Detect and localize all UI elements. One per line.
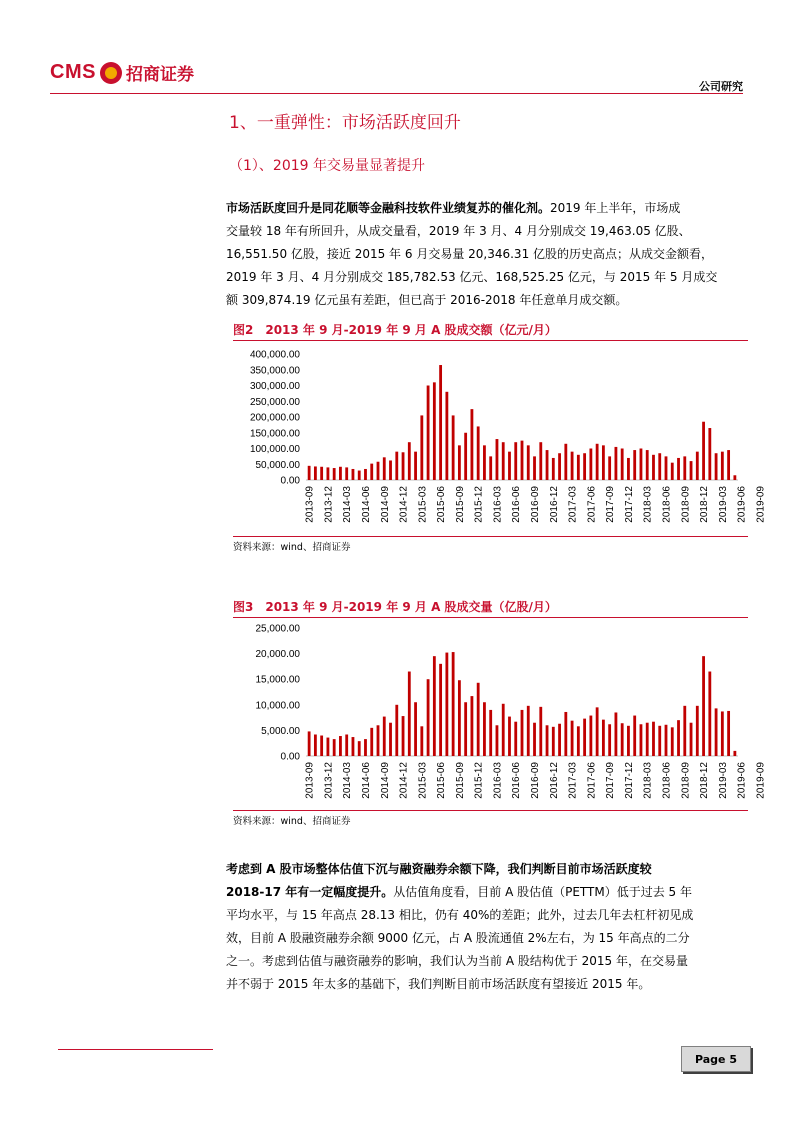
x-tick-label: 2017-09 [605,486,617,523]
x-tick-label: 2014-12 [398,762,410,799]
bar [402,716,405,756]
bar [615,712,618,756]
bar [646,723,649,756]
y-tick-label: 350,000.00 [249,365,300,377]
y-tick-label: 0.00 [280,751,300,763]
bar [521,441,524,480]
bar [383,457,386,480]
x-tick-label: 2016-03 [492,486,504,523]
bar [715,708,718,756]
bar [377,462,380,480]
bar [471,409,474,480]
bar [439,664,442,756]
bar [514,722,517,756]
bar [733,751,736,756]
y-tick-label: 150,000.00 [249,428,300,440]
x-tick-label: 2016-12 [548,762,560,799]
x-tick-label: 2015-03 [417,762,429,799]
bar [327,467,330,480]
x-tick-label: 2015-03 [417,486,429,523]
y-tick-label: 15,000.00 [255,674,300,686]
bar [658,453,661,480]
header-divider [50,93,743,94]
bar [489,456,492,480]
bar [496,725,499,756]
bar [370,464,373,480]
paragraph-line [226,858,751,881]
bar [558,724,561,756]
company-logo [50,60,194,85]
bar [389,460,392,480]
logo-text-en: CMS [50,61,96,83]
bar [489,710,492,756]
bar [458,445,461,480]
paragraph-line: 2019 年 3 月、4 月分别成交 185,782.53 亿元、168,525.25 亿元，与 2015 年 5 月成交 [226,270,718,284]
bar [420,415,423,480]
bar [333,468,336,480]
paragraph-1 [226,197,751,312]
bar [615,447,618,480]
bar [658,726,661,756]
y-tick-label: 10,000.00 [255,700,300,712]
bar [539,442,542,480]
bar [370,728,373,756]
logo-mark-icon [100,62,122,84]
bar [721,452,724,480]
x-tick-label: 2018-03 [642,486,654,523]
x-tick-label: 2015-06 [436,762,448,799]
x-tick-label: 2017-12 [623,486,635,523]
bar [552,727,555,756]
bar [733,475,736,480]
bar [652,722,655,756]
bar [671,463,674,480]
bar [727,450,730,480]
bar [596,444,599,480]
bar [339,736,342,756]
bar [395,705,398,756]
section-subtitle: （1）、2019 年交易量显著提升 [229,158,425,174]
bar [433,656,436,756]
y-tick-label: 5,000.00 [261,725,300,737]
x-tick-label: 2013-12 [323,486,335,523]
bar [358,741,361,756]
paragraph-2 [226,858,751,996]
bar [589,449,592,481]
x-tick-label: 2017-03 [567,762,579,799]
bar [690,723,693,756]
x-tick-label: 2016-12 [548,486,560,523]
x-tick-label: 2018-12 [699,486,711,523]
bar [564,712,567,756]
bar [702,656,705,756]
bar [408,672,411,756]
bar [552,458,555,480]
bar [546,725,549,756]
bar [589,716,592,756]
x-tick-label: 2013-09 [304,486,316,523]
y-tick-label: 300,000.00 [249,381,300,392]
bar [508,717,511,756]
y-tick-label: 200,000.00 [249,412,300,424]
bar [458,680,461,756]
x-tick-label: 2018-06 [661,762,673,799]
bar [627,726,630,756]
bar [677,720,680,756]
x-tick-label: 2014-09 [379,486,391,523]
figure-3-top-rule [233,617,748,618]
x-tick-label: 2019-06 [736,762,748,799]
x-tick-label: 2016-06 [511,762,523,799]
x-tick-label: 2018-03 [642,762,654,799]
bar [621,449,624,481]
bar [621,723,624,756]
bar [665,456,668,480]
bar [533,456,536,480]
paragraph-text: 2019 年上半年，市场成 [550,201,681,215]
bar [696,706,699,756]
bar [314,466,317,480]
bar [521,710,524,756]
bar [364,739,367,756]
bar [502,442,505,480]
x-tick-label: 2016-06 [511,486,523,523]
bar [439,365,442,480]
x-tick-label: 2019-03 [717,486,729,523]
bar [364,469,367,480]
x-tick-label: 2017-09 [605,762,617,799]
x-tick-label: 2015-12 [473,486,485,523]
bar [496,439,499,480]
figure-3-source: 资料来源：wind、招商证券 [233,816,351,827]
bar [339,467,342,480]
bar [427,386,430,481]
x-tick-label: 2013-12 [323,762,335,799]
bar [608,724,611,756]
x-tick-label: 2015-09 [454,486,466,523]
bar [327,738,330,756]
doc-type-label: 公司研究 [699,80,743,93]
bar [677,458,680,480]
bar [477,683,480,756]
paragraph-line: 并不弱于 2015 年太多的基础下，我们判断目前市场活跃度有望接近 2015 年。 [226,977,651,991]
bar [414,452,417,480]
bar [345,734,348,756]
bar [483,445,486,480]
page-number: Page 5 [681,1046,751,1072]
bar [320,467,323,480]
figure-3-title: 图3 2013 年 9 月-2019 年 9 月 A 股成交量（亿股/月） [233,600,557,614]
bar [539,707,542,756]
x-tick-label: 2016-09 [530,486,542,523]
paragraph-line: 之一。考虑到估值与融资融券的影响，我们认为当前 A 股结构优于 2015 年，在交易量 [226,954,689,968]
bar [308,731,311,756]
x-tick-label: 2018-12 [699,762,711,799]
bar [652,455,655,480]
bar [627,458,630,480]
bar [452,415,455,480]
y-tick-label: 100,000.00 [249,444,300,455]
bar [721,711,724,756]
y-tick-label: 50,000.00 [255,459,300,471]
figure-2-chart [233,342,767,535]
x-tick-label: 2016-03 [492,762,504,799]
paragraph-line [226,197,751,220]
y-tick-label: 250,000.00 [249,396,300,408]
bar [314,734,317,756]
y-tick-label: 25,000.00 [255,623,300,635]
bar [514,442,517,480]
y-tick-label: 400,000.00 [249,349,300,361]
bar [683,706,686,756]
bar [377,725,380,756]
bar [577,455,580,480]
bar [352,737,355,756]
x-tick-label: 2017-03 [567,486,579,523]
paragraph-bold-lead: 2018-17 年有一定幅度提升。 [226,885,394,899]
bar [577,726,580,756]
x-tick-label: 2014-03 [342,762,354,799]
figure-2-bottom-rule [233,536,748,537]
bar [483,702,486,756]
bar [715,453,718,480]
bar [383,717,386,756]
bar [633,450,636,480]
bar [414,702,417,756]
x-tick-label: 2018-09 [680,762,692,799]
paragraph-line: 平均水平，与 15 年高点 28.13 相比，仍有 40%的差距；此外，过去几年去杠杆初见成 [226,908,694,922]
x-tick-label: 2019-09 [755,486,767,523]
bar [708,672,711,756]
bar [333,739,336,756]
bar [427,679,430,756]
bar [640,449,643,481]
figure-2-top-rule [233,340,748,341]
bar [395,452,398,480]
paragraph-bold-lead: 市场活跃度回升是同花顺等金融科技软件业绩复苏的催化剂。 [226,201,551,215]
bar [464,702,467,756]
bar [452,652,455,756]
bar [671,727,674,756]
bar [583,453,586,480]
bar [665,725,668,756]
figure-3-chart [233,619,767,809]
bar [464,433,467,480]
x-tick-label: 2019-06 [736,486,748,523]
paragraph-bold-lead: 考虑到 A 股市场整体估值下沉与融资融券余额下降，我们判断目前市场活跃度较 [226,862,652,876]
x-tick-label: 2018-06 [661,486,673,523]
bar [445,653,448,756]
figure-2-source: 资料来源：wind、招商证券 [233,542,351,553]
bar [571,721,574,756]
figure-2-title: 图2 2013 年 9 月-2019 年 9 月 A 股成交额（亿元/月） [233,323,557,337]
bar [683,456,686,480]
x-tick-label: 2015-09 [454,762,466,799]
bar [527,445,530,480]
chart-plot [256,624,767,799]
bar [502,704,505,756]
x-tick-label: 2015-06 [436,486,448,523]
bar [702,422,705,480]
figure-3-bottom-rule [233,810,748,811]
bar [345,467,348,480]
paragraph-line [226,881,751,904]
x-tick-label: 2017-06 [586,486,598,523]
bar [358,471,361,480]
bar [571,452,574,480]
x-tick-label: 2014-03 [342,486,354,523]
bar [477,426,480,480]
y-tick-label: 20,000.00 [255,649,300,661]
bar [727,711,730,756]
x-tick-label: 2019-09 [755,762,767,799]
section-title: 1、一重弹性：市场活跃度回升 [229,113,461,133]
bar [352,469,355,480]
paragraph-line: 效，目前 A 股融资融券余额 9000 亿元，占 A 股流通值 2%左右，为 15 年高点的二分 [226,931,690,945]
x-tick-label: 2014-06 [360,486,372,523]
bar [633,716,636,756]
y-tick-label: 0.00 [280,475,300,487]
bar [558,453,561,480]
bar [564,444,567,480]
bar [583,719,586,756]
x-tick-label: 2014-06 [360,762,372,799]
bar [527,706,530,756]
bar [690,461,693,480]
bar [471,696,474,756]
footer-divider [58,1049,213,1050]
bar [596,707,599,756]
paragraph-line: 16,551.50 亿股，接近 2015 年 6 月交易量 20,346.31 亿股的历史高点；从成交金额看， [226,247,714,261]
bar [640,724,643,756]
bar [646,450,649,480]
bar [433,382,436,480]
paragraph-line: 额 309,874.19 亿元虽有差距，但已高于 2016-2018 年任意单月成交额。 [226,293,628,307]
logo-text-cn: 招商证券 [125,65,194,85]
bar [508,452,511,480]
bar [445,392,448,480]
bar [608,456,611,480]
x-tick-label: 2014-12 [398,486,410,523]
bar [420,726,423,756]
paragraph-line: 交量较 18 年有所回升，从成交量看，2019 年 3 月、4 月分别成交 19,463.05 亿股、 [226,224,691,238]
bar [308,466,311,480]
x-tick-label: 2015-12 [473,762,485,799]
x-tick-label: 2019-03 [717,762,729,799]
bar [533,723,536,756]
x-tick-label: 2017-12 [623,762,635,799]
x-tick-label: 2018-09 [680,486,692,523]
bar [602,720,605,756]
bar [402,452,405,480]
x-tick-label: 2014-09 [379,762,391,799]
chart-plot [250,350,766,523]
bar [320,736,323,756]
x-tick-label: 2016-09 [530,762,542,799]
paragraph-text: 从估值角度看，目前 A 股估值（PETTM）低于过去 5 年 [393,885,692,899]
bar [602,445,605,480]
bar [546,450,549,480]
bar [696,452,699,480]
x-tick-label: 2013-09 [304,762,316,799]
bar [708,428,711,480]
bar [408,442,411,480]
x-tick-label: 2017-06 [586,762,598,799]
bar [389,723,392,756]
